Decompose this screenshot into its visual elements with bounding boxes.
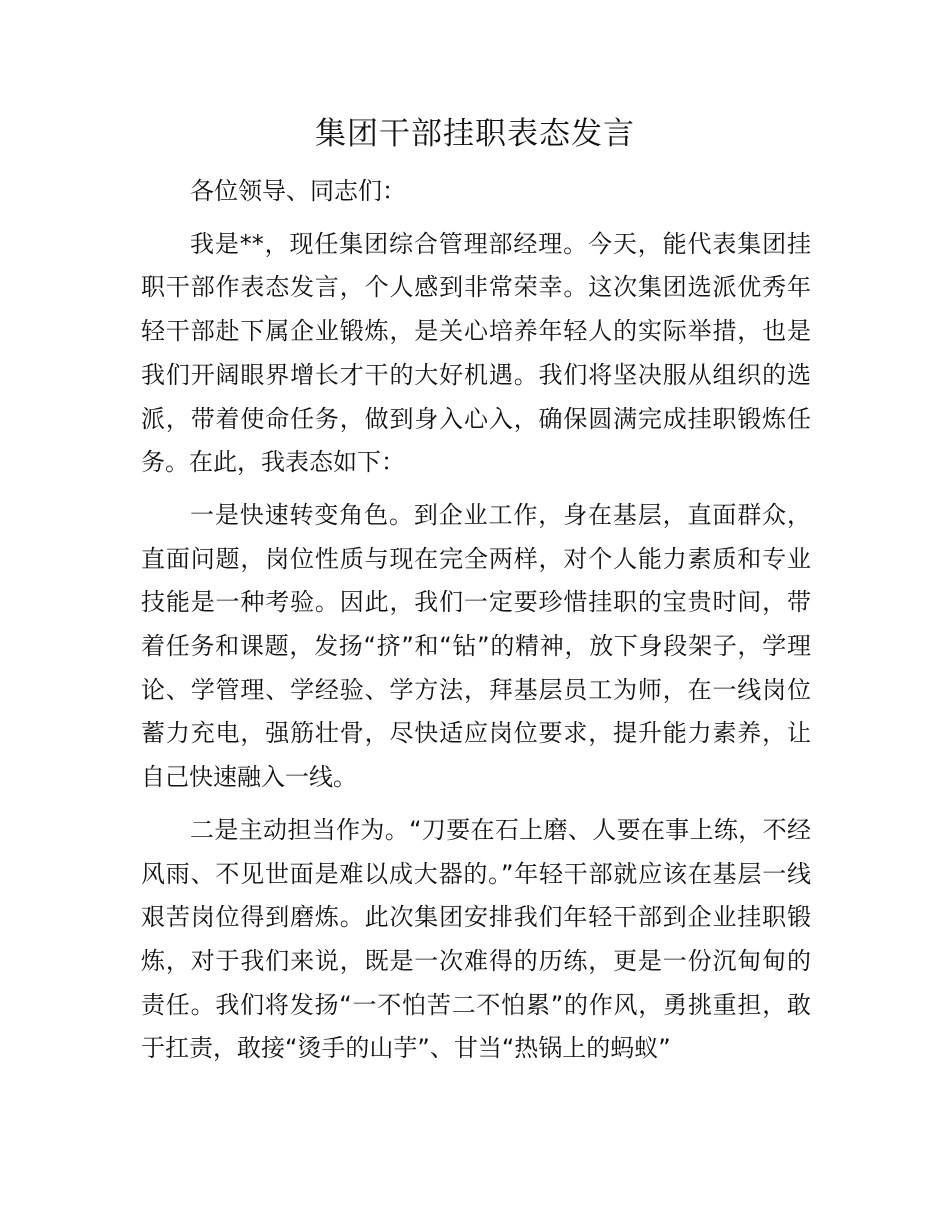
document-body [141, 170, 811, 1080]
point-two-paragraph: 二是主动担当作为。“刀要在石上磨、人要在事上练，不经风雨、不见世面是难以成大器的。”年轻干部就应该在基层一线艰苦岗位得到磨炼。此次集团安排我们年轻干部到企业挂职锻炼，对于我们来说，既是一次难得的历练，更是一份沉甸甸的责任。我们将发扬“一不怕苦二不怕累”的作风，勇挑重担，敢于扛责，敢接“烫手的山芋”、甘当“热锅上的蚂蚁” [141, 815, 811, 1063]
salutation-paragraph: 各位领导、同志们： [190, 177, 406, 205]
intro-paragraph: 我是**，现任集团综合管理部经理。今天，能代表集团挂职干部作表态发言，个人感到非常荣幸。这次集团选派优秀年轻干部赴下属企业锻炼，是关心培养年轻人的实际举措，也是我们开阔眼界增长才干的大好机遇。我们将坚决服从组织的选派，带着使命任务，做到身入心入，确保圆满完成挂职锻炼任务。在此，我表态如下： [141, 229, 811, 477]
point-one-paragraph: 一是快速转变角色。到企业工作，身在基层，直面群众，直面问题，岗位性质与现在完全两样，对个人能力素质和专业技能是一种考验。因此，我们一定要珍惜挂职的宝贵时间，带着任务和课题，发扬“挤”和“钻”的精神，放下身段架子，学理论、学管理、学经验、学方法，拜基层员工为师，在一线岗位蓄力充电，强筋壮骨，尽快适应岗位要求，提升能力素养，让自己快速融入一线。 [141, 500, 811, 792]
document-title: 集团干部挂职表态发言 [315, 116, 635, 152]
